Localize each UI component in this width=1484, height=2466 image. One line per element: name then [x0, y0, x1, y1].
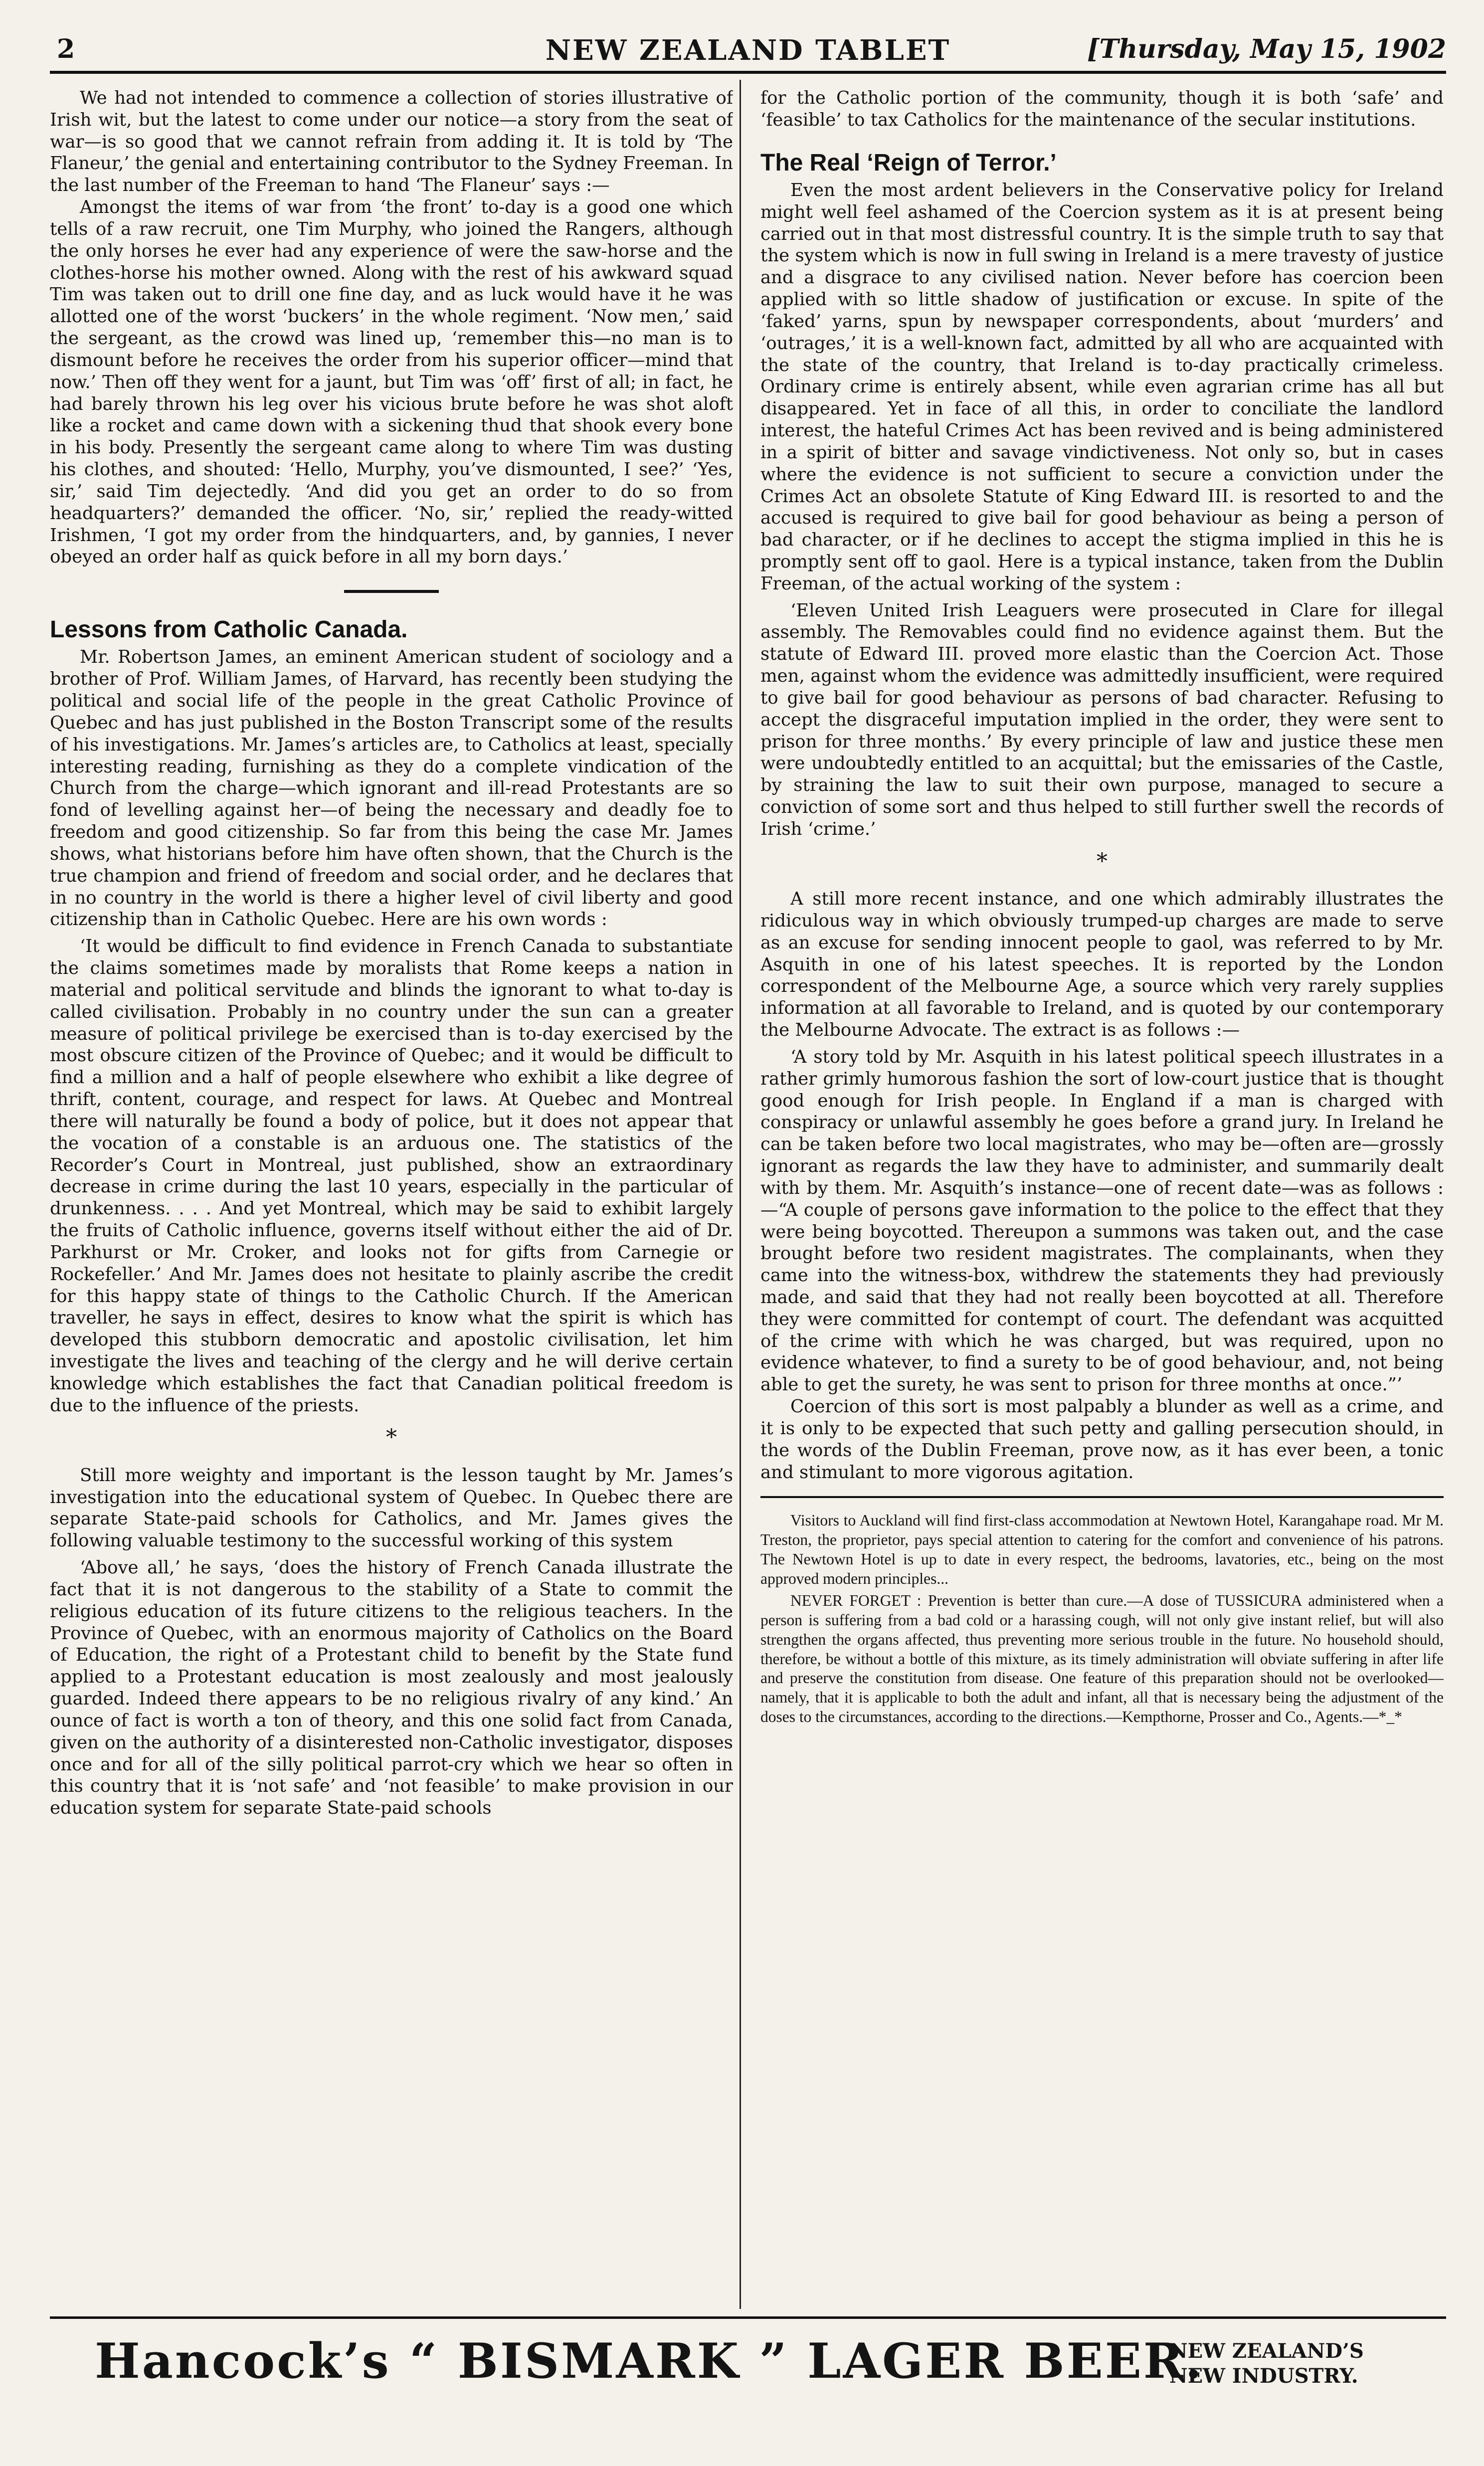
notice-paragraph: Visitors to Auckland will find first-class accommodation at Newtown Hotel, Karangahape road. Mr M. Treston, the proprietor, pays special attention to catering for the comfort and convenience of his patrons. The Newtown Hotel is up to date in every respect, the bedrooms, lavatories, etc., being on the most approved modern principles... [760, 1512, 1444, 1587]
section-star: * [386, 1425, 397, 1451]
ad-tagline-line: NEW ZEALAND’S [1169, 2339, 1364, 2363]
footer-advertisement [50, 2324, 1446, 2394]
newspaper-title: NEW ZEALAND TABLET [545, 34, 951, 67]
quoted-paragraph: ‘Eleven United Irish Leaguers were prosecuted in Clare for illegal assembly. The Removables could find no evidence against them. But the statute of Edward III. proved more elastic than the Coercion Act. Those men, against whom the evidence was admittedly insufficient, were required to give bail for good behaviour as persons of bad character. Refusing to accept the disgraceful imputation implied in the order, they were sent to prison for three months.’ By every principle of law and justice these men were undoubtedly entitled to an acquittal; but the emissaries of the Castle, by straining the law to suit their own purpose, managed to secure a conviction of some sort and thus helped to still further swell the records of Irish ‘crime.’ [760, 600, 1444, 839]
quoted-paragraph: ‘It would be difficult to find evidence in French Canada to substantiate the claims sometimes made by moralists that Rome keeps a nation in material and political servitude and blinds the ignorant to what to-day is called civilisation. Probably in no country under the sun can a greater measure of political privilege be exercised than is to-day exercised by the most obscure citizen of the Province of Quebec; and it would be difficult to find a million and a half of people elsewhere who exhibit a like degree of thrift, content, courage, and respect for laws. At Quebec and Montreal there will naturally be found a body of police, but it does not appear that the vocation of a constable is an arduous one. The statistics of the Recorder’s Court in Montreal, just published, show an extraordinary decrease in crime during the last 10 years, especially in the particular of drunkenness. . . . And yet Montreal, which may be said to exhibit largely the fruits of Catholic influence, governs itself without either the aid of Dr. Parkhurst or Mr. Croker, and looks not for gifts from Carnegie or Rockefeller.’ And Mr. James does not hesitate to plainly ascribe the credit for this happy state of things to the Catholic Church. If the American traveller, he says in effect, desires to know what the spirit is which has developed this stubborn democratic and apostolic civilisation, let him investigate the lives and teaching of the clergy and he will derive certain knowledge which establishes the fact that Canadian political freedom is due to the influence of the priests. [50, 936, 733, 1416]
page-header [50, 31, 1446, 74]
right-column [760, 87, 1444, 2281]
article-paragraph: A still more recent instance, and one which admirably illustrates the ridiculous way in which obviously trumped-up charges are made to serve as an excuse for sending innocent people to gaol, was referred to by Mr. Asquith in one of his latest speeches. It is reported by the London correspondent of the Melbourne Age, a source which very rarely supplies information at all favorable to Ireland, and is quoted by our contemporary the Melbourne Advocate. The extract is as follows :— [760, 889, 1444, 1041]
section-divider [344, 590, 439, 593]
section-heading: The Real ‘Reign of Terror.’ [760, 149, 1057, 176]
article-paragraph: Even the most ardent believers in the Conservative policy for Ireland might well feel ashamed of the Coercion system as it is at present being carried out in that most distressful country. It is the simple truth to say that the system which is now in full swing in Ireland is a mere travesty of justice and a disgrace to any civilised nation. Never before has coercion been applied with so little shadow of justification or excuse. In spite of the ‘faked’ yarns, spun by newspaper correspondents, about ‘murders’ and ‘outrages,’ it is a well-known fact, admitted by all who are acquainted with the state of the country, that Ireland is to-day practically crimeless. Ordinary crime is entirely absent, while even agrarian crime has all but disappeared. Yet in face of all this, in order to conciliate the landlord interest, the hateful Crimes Act has been revived and is being administered in a spirit of bitter and savage vindictiveness. Not only so, but in cases where the evidence is not sufficient to secure a conviction under the Crimes Act an obsolete Statute of King Edward III. is resorted to and the accused is required to give bail for good behaviour as being a person of bad character, or if he declines to accept the stigma implied in this he is promptly sent off to gaol. Here is a typical instance, taken from the Dublin Freeman, of the actual working of the system : [760, 180, 1444, 594]
notice-paragraph: NEVER FORGET : Prevention is better than cure.—A dose of TUSSICURA administered when a person is suffering from a bad cold or a harassing cough, will not only give instant relief, but will also strengthen the organs affected, thus preventing more serious trouble in the future. No household should, therefore, be without a bottle of this mixture, as its timely administration will obviate suffering in after life and preserve the constitution from disease. One feature of this preparation should not be overlooked—namely, that it is applicable to both the adult and infant, all that is necessary being the adjustment of the doses to the circumstances, according to the directions.—Kempthorne, Prosser and Co., Agents.—*_* [760, 1592, 1444, 1725]
issue-date: [Thursday, May 15, 1902 [1087, 34, 1446, 64]
footer-divider [50, 2316, 1446, 2319]
article-paragraph: Still more weighty and important is the lesson taught by Mr. James’s investigation into the educational system of Quebec. In Quebec there are separate State-paid schools for Catholics, and Mr. James gives the following valuable testimony to the successful working of this system [50, 1465, 733, 1551]
article-paragraph: Coercion of this sort is most palpably a blunder as well as a crime, and it is only to be expected that such petty and galling persecution should, in the words of the Dublin Freeman, prove now, as it has ever been, a tonic and stimulant to more vigorous agitation. [760, 1396, 1444, 1483]
continued-paragraph: for the Catholic portion of the community, though it is both ‘safe’ and ‘feasible’ to tax Catholics for the maintenance of the secular institutions. [760, 88, 1444, 130]
article-paragraph: Amongst the items of war from ‘the front’ to-day is a good one which tells of a raw recruit, one Tim Murphy, who joined the Rangers, although the only horses he ever had any experience of were the saw-horse and the clothes-horse his mother owned. Along with the rest of his awkward squad Tim was taken out to drill one fine day, and as luck would have it he was allotted one of the worst ‘buckers’ in the whole regiment. ‘Now men,’ said the sergeant, as the crowd was lined up, ‘remember this—no man is to dismount before he receives the order from his superior officer—mind that now.’ Then off they went for a jaunt, but Tim was ‘off’ first of all; in fact, he had barely thrown his leg over his vicious brute before he was shot aloft like a rocket and came down with a sickening thud that shook every bone in his body. Presently the sergeant came along to where Tim was dusting his clothes, and shouted: ‘Hello, Murphy, you’ve dismounted, I see?’ ‘Yes, sir,’ said Tim dejectedly. ‘And did you get an order to do so from headquarters?’ demanded the officer. ‘No, sir,’ replied the ready-witted Irishmen, ‘I got my order from the hindquarters, and, by gannies, I never obeyed an order half as quick before in all my born days.’ [50, 197, 733, 568]
left-column [50, 87, 733, 2281]
ad-tagline-line: NEW INDUSTRY. [1169, 2364, 1358, 2388]
beer-ad-headline: Hancock’s “ BISMARK ” LAGER BEER. [95, 2333, 1204, 2389]
section-star: * [1097, 848, 1108, 874]
section-heading: Lessons from Catholic Canada. [50, 616, 408, 643]
column-divider [740, 80, 741, 2309]
notices-block [760, 1496, 1444, 1726]
ad-tagline [1169, 2339, 1364, 2389]
page-number: 2 [57, 34, 75, 64]
article-paragraph: We had not intended to commence a collection of stories illustrative of Irish wit, but the latest to come under our notice—a story from the seat of war—is so good that we cannot refrain from adding it. It is told by ‘The Flaneur,’ the genial and entertaining contributor to the Sydney Freeman. In the last number of the Freeman to hand ‘The Flaneur’ says :— [50, 88, 733, 196]
quoted-paragraph: ‘Above all,’ he says, ‘does the history of French Canada illustrate the fact that it is not dangerous to the stability of a State to commit the religious education of its future citizens to the religious teachers. In the Province of Quebec, with an enormous majority of Catholics on the Board of Education, the right of a Protestant child to benefit by the State fund applied to a Protestant education is most zealously and most jealously guarded. Indeed there appears to be no religious rivalry of any kind.’ An ounce of fact is worth a ton of theory, and this one solid fact from Canada, given on the authority of a disinterested non-Catholic investigator, disposes once and for all of the silly political parrot-cry which we hear so often in this country that it is ‘not safe’ and ‘not feasible’ to make provision in our education system for separate State-paid schools [50, 1557, 733, 1819]
quoted-paragraph: ‘A story told by Mr. Asquith in his latest political speech illustrates in a rather grimly humorous fashion the sort of low-court justice that is thought good enough for Irish people. In England if a man is charged with conspiracy or unlawful assembly he goes before a grand jury. In Ireland he can be taken before two local magistrates, who may be—often are—grossly ignorant as regards the law they have to administer, and summarily dealt with by them. Mr. Asquith’s instance—one of recent date—was as follows :—“A couple of persons gave information to the police to the effect that they were being boycotted. Thereupon a summons was taken out, and the case brought before two resident magistrates. The complainants, when they came into the witness-box, withdrew the statements they had previously made, and said that they had not really been boycotted at all. Therefore they were committed for contempt of court. The defendant was acquitted of the crime with which he was charged, but was required, upon no evidence whatever, to find a surety to be of good behaviour, and, not being able to get the surety, he was sent to prison for three months at once.”’ [760, 1046, 1444, 1395]
article-paragraph: Mr. Robertson James, an eminent American student of sociology and a brother of Prof. William James, of Harvard, has recently been studying the political and social life of the people in the great Catholic Province of Quebec and has just published in the Boston Transcript some of the results of his investigations. Mr. James’s articles are, to Catholics at least, specially interesting reading, furnishing as they do a complete vindication of the Church from the charge—which ignorant and ill-read Protestants are so fond of levelling against her—of being the necessary and deadly foe to freedom and good citizenship. So far from this being the case Mr. James shows, what historians before him have often shown, that the Church is the true champion and friend of freedom and social order, and he declares that in no country in the world is there a higher level of civil liberty and good citizenship than in Catholic Quebec. Here are his own words : [50, 647, 733, 930]
